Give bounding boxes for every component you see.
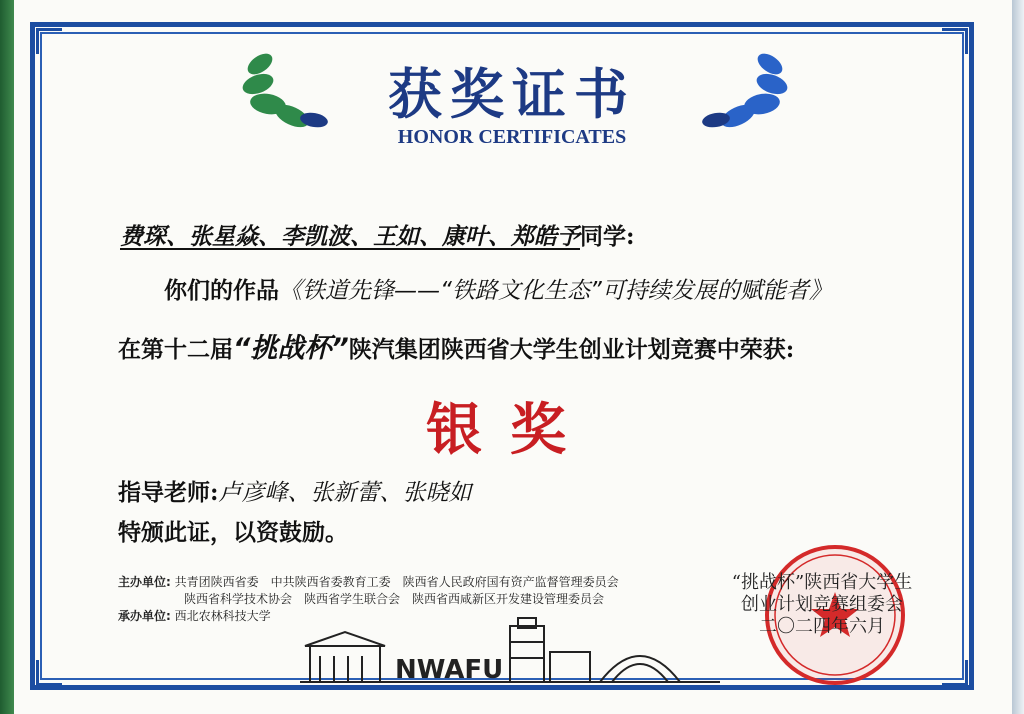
recipients-line <box>120 218 635 251</box>
issuer-line2: 创业计划竞赛组委会 <box>741 594 903 615</box>
organizers-label: 主办单位: <box>118 575 171 589</box>
organizers-line2: 陕西省科学技术协会 陕西省学生联合会 陕西省西咸新区开发建设管理委员会 <box>184 592 605 606</box>
host-label: 承办单位: <box>118 609 171 623</box>
right-edge <box>1012 0 1024 714</box>
organizers-line1: 共青团陕西省委 中共陕西省委教育工委 陕西省人民政府国有资产监督管理委员会 <box>174 575 619 589</box>
corner-ornament <box>942 28 968 54</box>
work-prefix: 你们的作品 <box>164 277 279 304</box>
competition-cup: “挑战杯” <box>233 333 349 364</box>
advisor-line <box>118 474 472 507</box>
left-edge <box>0 0 14 714</box>
competition-prefix: 在第十二届 <box>118 336 233 363</box>
competition-suffix: 陕汽集团陕西省大学生创业计划竞赛中荣获: <box>348 336 795 363</box>
title-english: HONOR CERTIFICATES <box>397 126 627 148</box>
title-chinese: 获奖证书 <box>388 63 636 126</box>
closing-text: 特颁此证，以资鼓励。 <box>118 519 348 546</box>
issuer-line1: “挑战杯”陕西省大学生 <box>731 572 913 593</box>
advisor-label: 指导老师: <box>118 479 219 506</box>
logo-text: NWAFU <box>395 655 504 685</box>
issuer-block <box>712 572 932 638</box>
award-title: 银奖 <box>426 398 594 463</box>
corner-ornament <box>36 660 62 686</box>
competition-line <box>118 326 794 365</box>
closing-line <box>118 514 348 547</box>
laurel-left-icon <box>230 40 340 130</box>
recipient-names: 费琛、张星焱、李凯波、王如、康叶、郑皓予 <box>120 224 580 250</box>
issuer-date: 二〇二四年六月 <box>759 616 885 637</box>
corner-ornament <box>942 660 968 686</box>
laurel-right-icon <box>690 40 800 130</box>
advisor-names: 卢彦峰、张新蕾、张晓如 <box>218 480 472 506</box>
campus-skyline-icon <box>300 616 720 686</box>
work-line <box>164 272 832 305</box>
work-title: 《铁道先锋——“铁路文化生态”可持续发展的赋能者》 <box>279 278 832 304</box>
recipients-suffix: 同学: <box>580 223 635 250</box>
corner-ornament <box>36 28 62 54</box>
host-name: 西北农林科技大学 <box>174 609 271 623</box>
